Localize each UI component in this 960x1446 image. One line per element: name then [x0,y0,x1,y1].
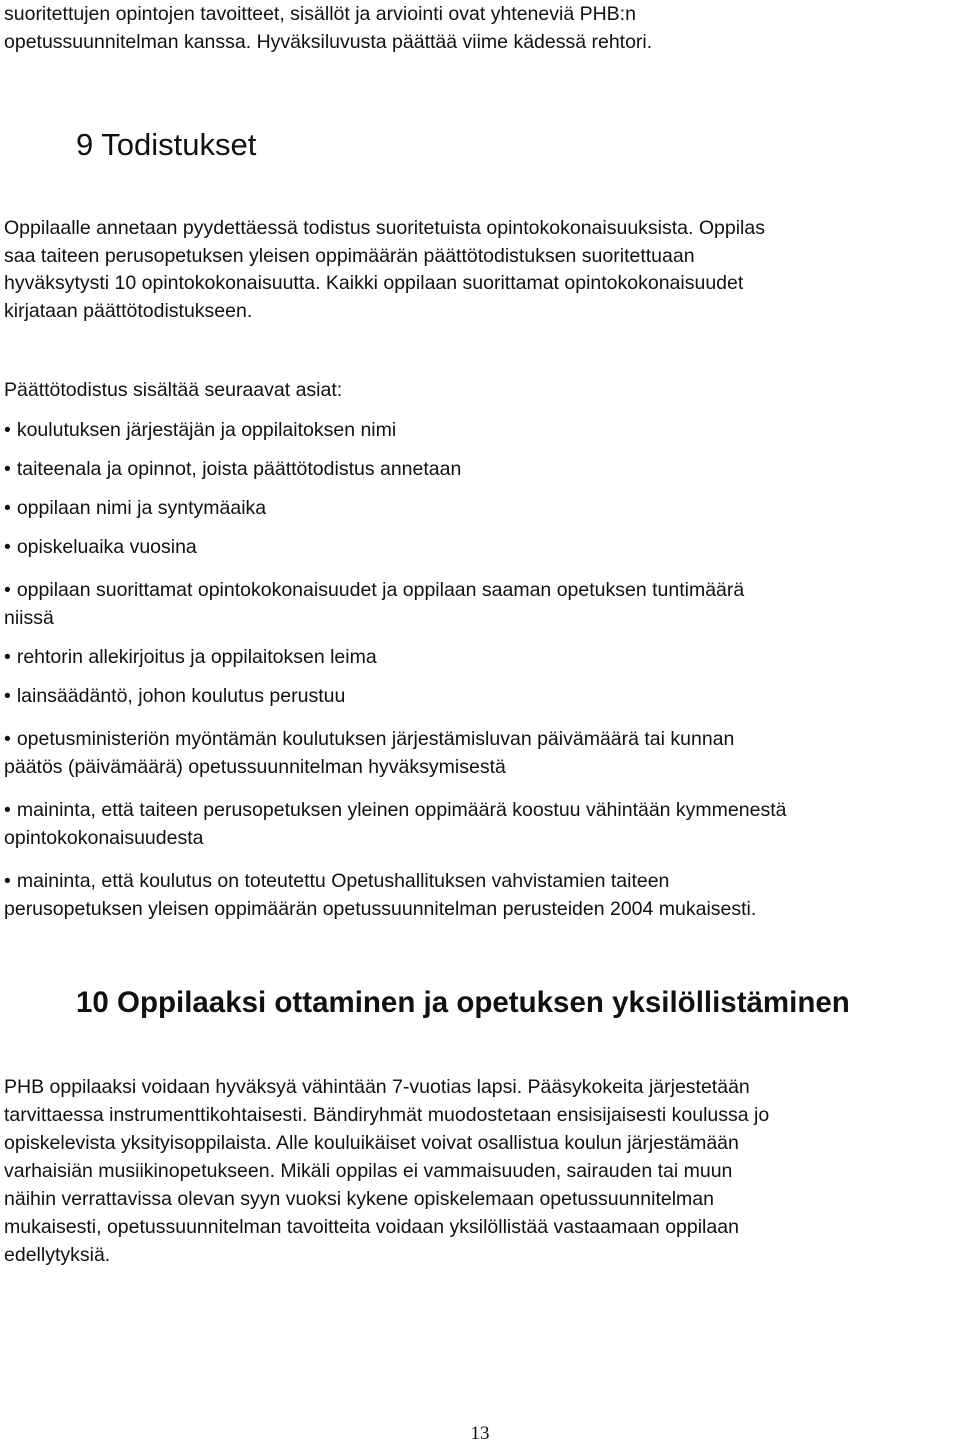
bullet-icon: • [4,646,11,668]
bullet-icon: • [4,870,11,892]
list-item-text: opetusministeriön myöntämän koulutuksen järjestämisluvan päivämäärä tai kunnan päätös (päivämäärä) opetussuunnitelman hyväksymisestä [4,728,735,778]
bullet-icon: • [4,458,11,480]
list-item [4,576,958,632]
list-item [4,494,958,522]
list-item [4,682,958,710]
list-item [4,796,958,852]
list-item-text: koulutuksen järjestäjän ja oppilaitoksen nimi [16,419,397,441]
section-9-heading: 9 Todistukset [76,127,257,162]
list-item [4,867,958,923]
section-10-paragraph: PHB oppilaaksi voidaan hyväksyä vähintään 7-vuotias lapsi. Pääsykokeita järjestetään tarvittaessa instrumenttikohtaisesti. Bändiryhmät muodostetaan ensisijaisesti koulussa jo opiskelevista yksityisoppilaista. Alle kouluikäiset voivat osallistua koulun järjestämään varhaisiän musiikinopetukseen. Mikäli oppilas ei vammaisuuden, sairauden tai muun näihin verrattavissa olevan syyn vuoksi kykene opiskelemaan opetussuunnitelman mukaisesti, opetussuunnitelman tavoitteita voidaan yksilöllistää vastaamaan oppilaan edellytyksiä. [4,1076,770,1266]
list-item-text: oppilaan suorittamat opintokokonaisuudet ja oppilaan saaman opetuksen tuntimäärä niissä [4,579,745,629]
bullet-icon: • [4,685,11,707]
bullet-icon: • [4,579,11,601]
section-9-paragraph-1: Oppilaalle annetaan pyydettäessä todistus suoritetuista opintokokonaisuuksista. Oppilas saa taiteen perusopetuksen yleisen oppimäärän päättötodistuksen suoritettuaan hyväksytysti 10 opintokokonaisuutta. Kaikki oppilaan suorittamat opintokokonaisuudet kirjataan päättötodistukseen. [4,217,765,322]
list-item-text: taiteenala ja opinnot, joista päättötodistus annetaan [16,458,462,480]
bullet-icon: • [4,799,11,821]
page-number: 13 [470,1423,490,1444]
section-9-paragraph-2: Päättötodistus sisältää seuraavat asiat: [4,379,343,401]
list-item-text: oppilaan nimi ja syntymäaika [16,497,267,519]
bullet-icon: • [4,419,11,441]
bullet-icon: • [4,536,11,558]
list-item [4,643,958,671]
certificate-contents-list [4,416,958,930]
list-item [4,533,958,561]
bullet-icon: • [4,497,11,519]
list-item [4,455,958,483]
list-item-text: rehtorin allekirjoitus ja oppilaitoksen leima [16,646,377,668]
list-item-text: maininta, että taiteen perusopetuksen yleinen oppimäärä koostuu vähintään kymmenestä opintokokonaisuudesta [4,799,787,849]
list-item-text: lainsäädäntö, johon koulutus perustuu [16,685,346,707]
list-item [4,416,958,444]
section-10-heading: 10 Oppilaaksi ottaminen ja opetuksen yksilöllistäminen [76,986,850,1019]
list-item [4,725,958,781]
bullet-icon: • [4,728,11,750]
intro-paragraph: suoritettujen opintojen tavoitteet, sisällöt ja arviointi ovat yhteneviä PHB:n opetussuunnitelman kanssa. Hyväksiluvusta päättää viime kädessä rehtori. [4,3,653,53]
list-item-text: opiskeluaika vuosina [16,536,197,558]
list-item-text: maininta, että koulutus on toteutettu Opetushallituksen vahvistamien taiteen perusopetuksen yleisen oppimäärän opetussuunnitelman perusteiden 2004 mukaisesti. [4,870,757,920]
